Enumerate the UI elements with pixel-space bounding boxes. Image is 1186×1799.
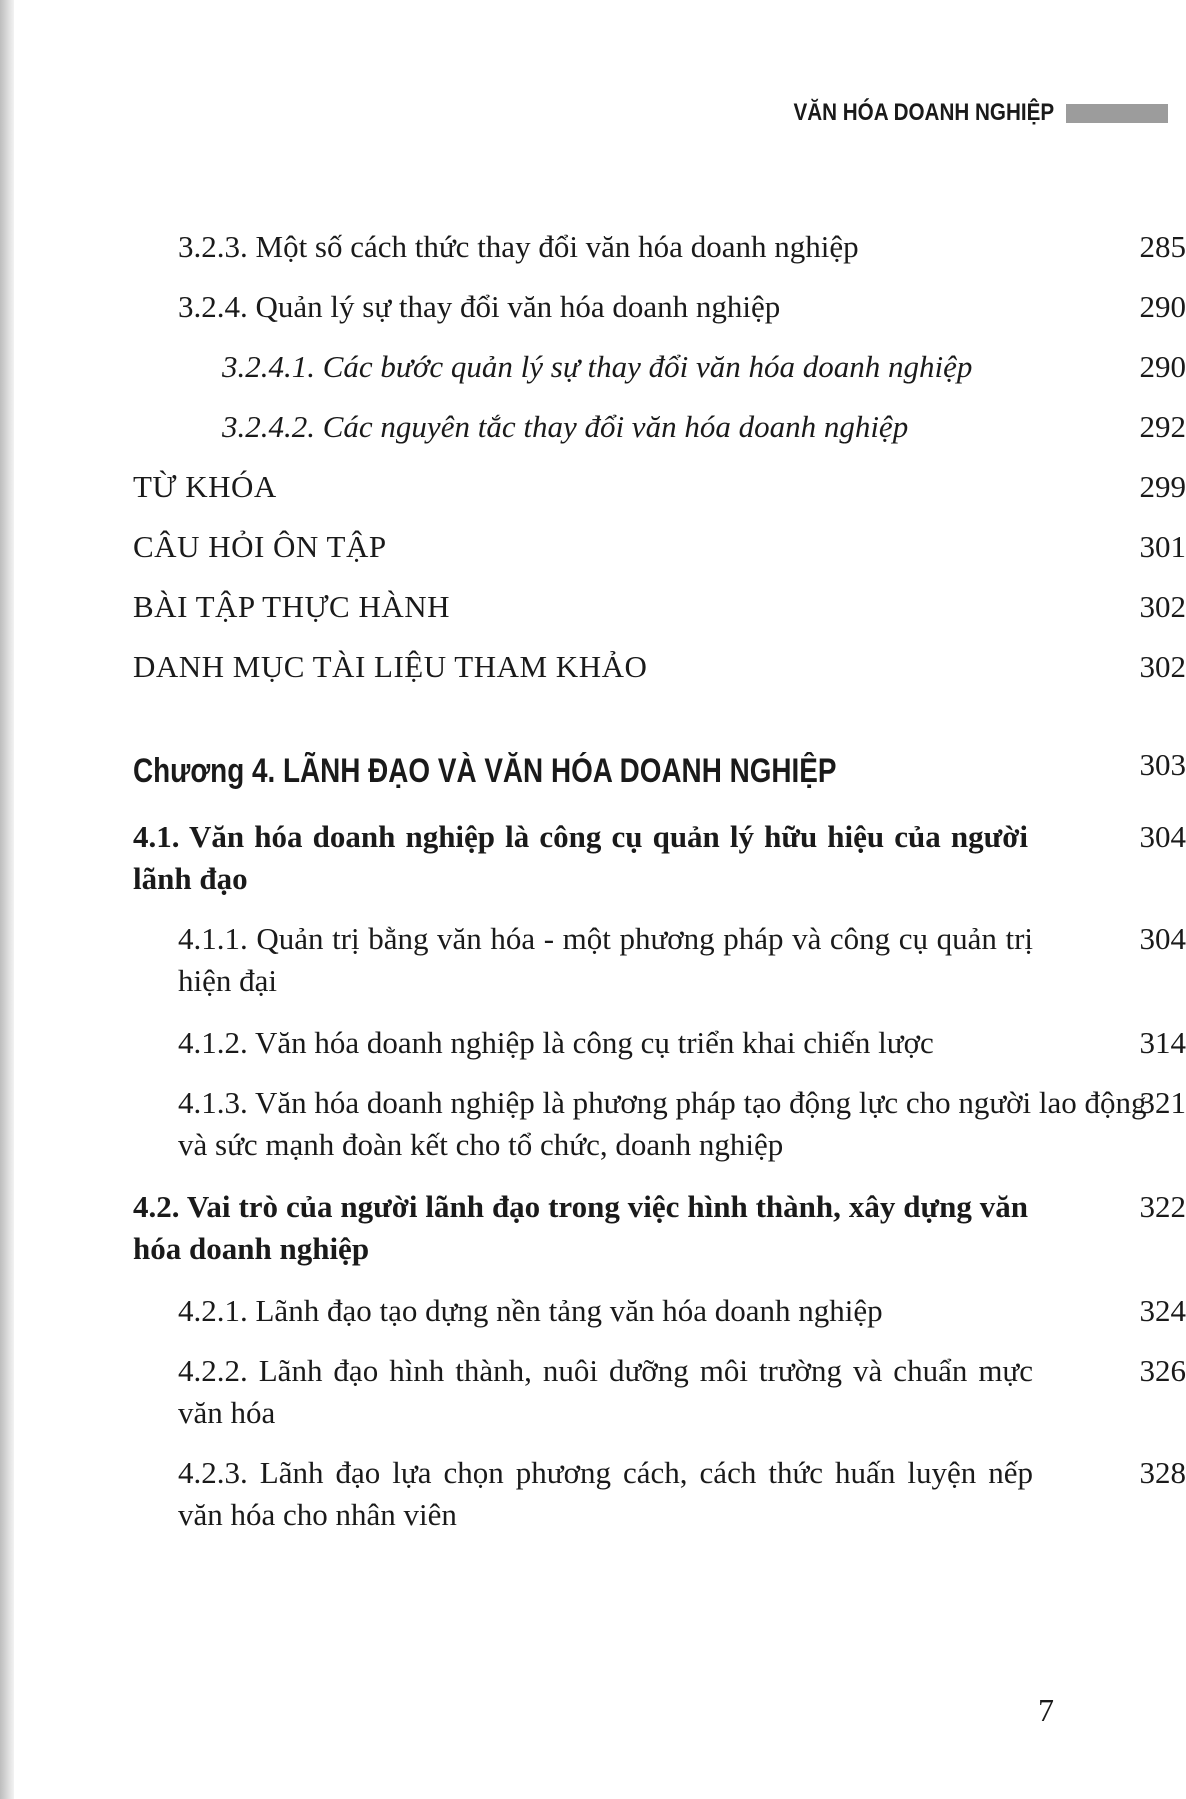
running-head-bar — [1066, 104, 1168, 123]
toc-entry-page: 328 — [1139, 1455, 1186, 1490]
toc-entry-title: 3.2.4.1. Các bước quản lý sự thay đổi văn hóa doanh nghiệp — [222, 349, 973, 384]
toc-entry-page: 321 — [1139, 1085, 1186, 1120]
toc-entry-title: CÂU HỎI ÔN TẬP — [133, 529, 387, 564]
toc-entry-title: 3.2.4.2. Các nguyên tắc thay đổi văn hóa doanh nghiệp — [222, 409, 909, 444]
running-head — [751, 98, 1168, 128]
toc-entry-title: 4.2.3. Lãnh đạo lựa chọn phương cách, cách thức huấn luyện nếp văn hóa cho nhân viên — [178, 1455, 1033, 1532]
page-number: 7 — [1038, 1692, 1054, 1728]
toc-entry-page: 304 — [1139, 921, 1186, 956]
toc-entry-page: 324 — [1139, 1293, 1186, 1328]
toc-entry-page: 303 — [1139, 747, 1186, 782]
toc-entry-page: 322 — [1139, 1189, 1186, 1224]
toc-entry-page: 292 — [1139, 409, 1186, 444]
toc-entry-title: 4.2.1. Lãnh đạo tạo dựng nền tảng văn hóa doanh nghiệp — [178, 1293, 883, 1328]
toc-entry-title: TỪ KHÓA — [133, 469, 277, 504]
toc-entry-title: 3.2.3. Một số cách thức thay đổi văn hóa doanh nghiệp — [178, 229, 859, 264]
page-gutter-shadow — [0, 0, 14, 1799]
toc-entry-title: DANH MỤC TÀI LIỆU THAM KHẢO — [133, 649, 648, 684]
running-head-title: VĂN HÓA DOANH NGHIỆP — [793, 99, 1054, 126]
toc-entry-page: 314 — [1139, 1025, 1186, 1060]
toc-entry-page: 302 — [1139, 589, 1186, 624]
toc-section-title: 4.2. Vai trò của người lãnh đạo trong việc hình thành, xây dựng văn hóa doanh nghiệp — [133, 1189, 1028, 1266]
toc-section-title: 4.1. Văn hóa doanh nghiệp là công cụ quản lý hữu hiệu của người lãnh đạo — [133, 819, 1028, 896]
toc-entry-title: 4.1.2. Văn hóa doanh nghiệp là công cụ triển khai chiến lược — [178, 1025, 934, 1060]
toc-entry-page: 290 — [1139, 289, 1186, 324]
toc-entry-title: BÀI TẬP THỰC HÀNH — [133, 589, 451, 624]
toc-entry-page: 285 — [1139, 229, 1186, 264]
toc-entry-title: 4.1.1. Quản trị bằng văn hóa - một phương pháp và công cụ quản trị hiện đại — [178, 921, 1033, 998]
toc-entry-page: 302 — [1139, 649, 1186, 684]
toc-entry-title: 3.2.4. Quản lý sự thay đổi văn hóa doanh nghiệp — [178, 289, 781, 324]
toc-entry-title: 4.2.2. Lãnh đạo hình thành, nuôi dưỡng môi trường và chuẩn mực văn hóa — [178, 1353, 1033, 1430]
toc-chapter-title: Chương 4. LÃNH ĐẠO VÀ VĂN HÓA DOANH NGHIỆP — [133, 752, 837, 790]
toc-entry-page: 290 — [1139, 349, 1186, 384]
toc-entry-page: 304 — [1139, 819, 1186, 854]
toc-entry-title: 4.1.3. Văn hóa doanh nghiệp là phương pháp tạo động lực cho người lao động và sức mạnh đoàn kết cho tổ chức, doanh nghiệp — [178, 1085, 1147, 1162]
toc-entry-page: 301 — [1139, 529, 1186, 564]
toc-entry-page: 326 — [1139, 1353, 1186, 1388]
toc-entry-page: 299 — [1139, 469, 1186, 504]
